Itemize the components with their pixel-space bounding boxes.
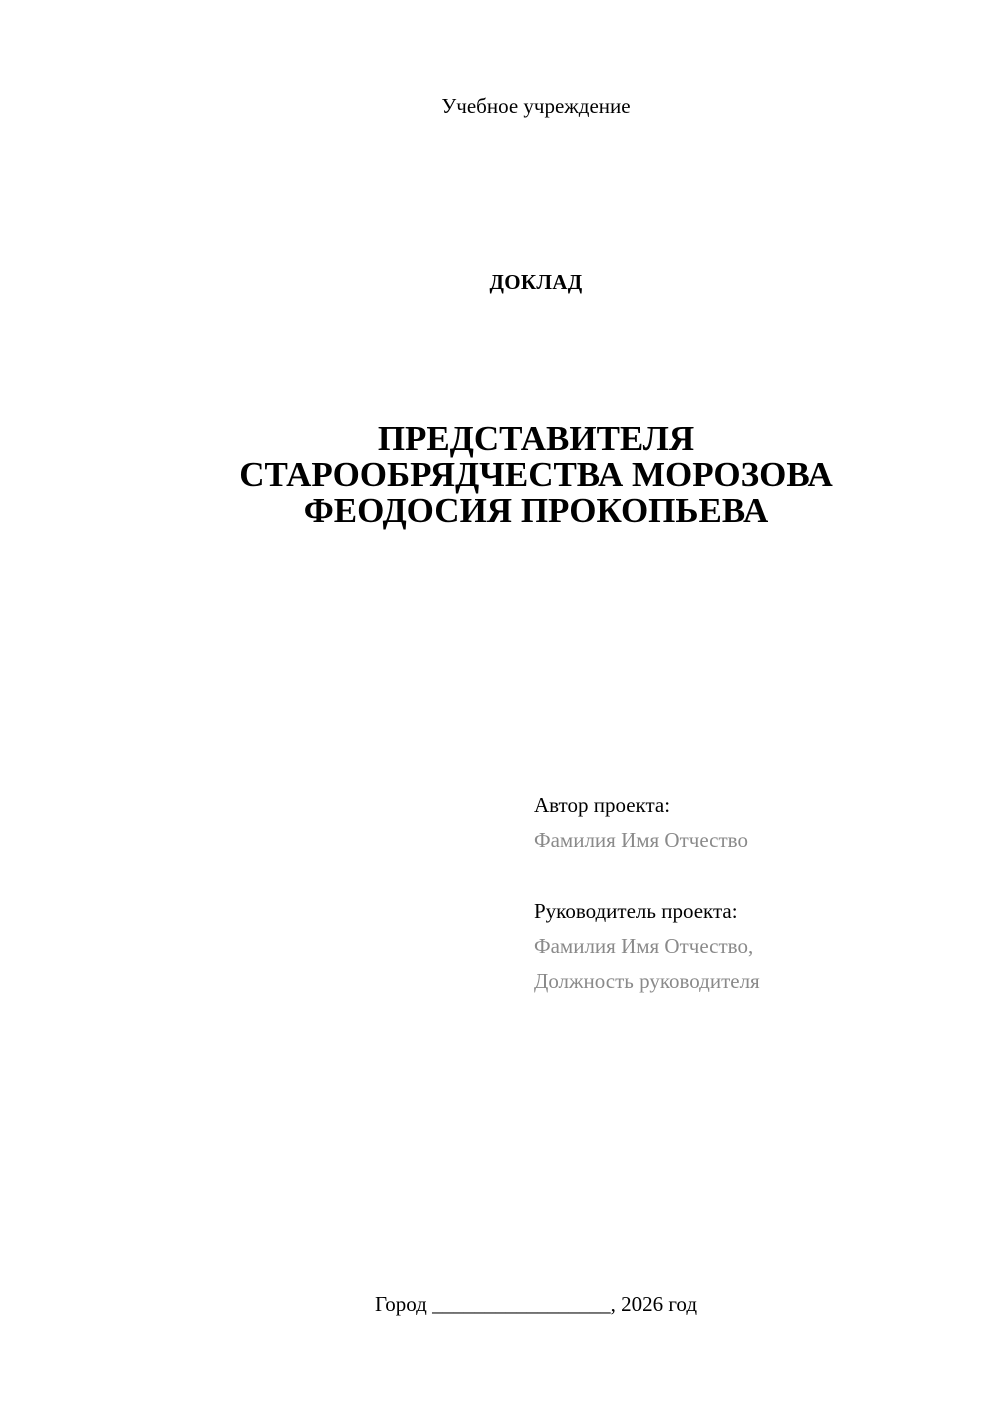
- signature-block: [534, 788, 974, 999]
- city-year: Город _________________, 2026 год: [374, 1292, 698, 1316]
- title-line: СТАРООБРЯДЧЕСТВА МОРОЗОВА: [239, 455, 833, 494]
- supervisor-position: Должность руководителя: [534, 969, 760, 993]
- author-name: Фамилия Имя Отчество: [534, 828, 748, 852]
- institution-name: Учебное учреждение: [441, 94, 631, 118]
- title-line: ФЕОДОСИЯ ПРОКОПЬЕВА: [303, 491, 769, 530]
- spacer: [534, 858, 974, 894]
- document-type: ДОКЛАД: [489, 270, 583, 294]
- supervisor-label: Руководитель проекта:: [534, 899, 738, 923]
- title-line: ПРЕДСТАВИТЕЛЯ: [377, 419, 695, 458]
- author-label: Автор проекта:: [534, 793, 671, 817]
- supervisor-name: Фамилия Имя Отчество,: [534, 934, 754, 958]
- document-title: [0, 421, 1000, 529]
